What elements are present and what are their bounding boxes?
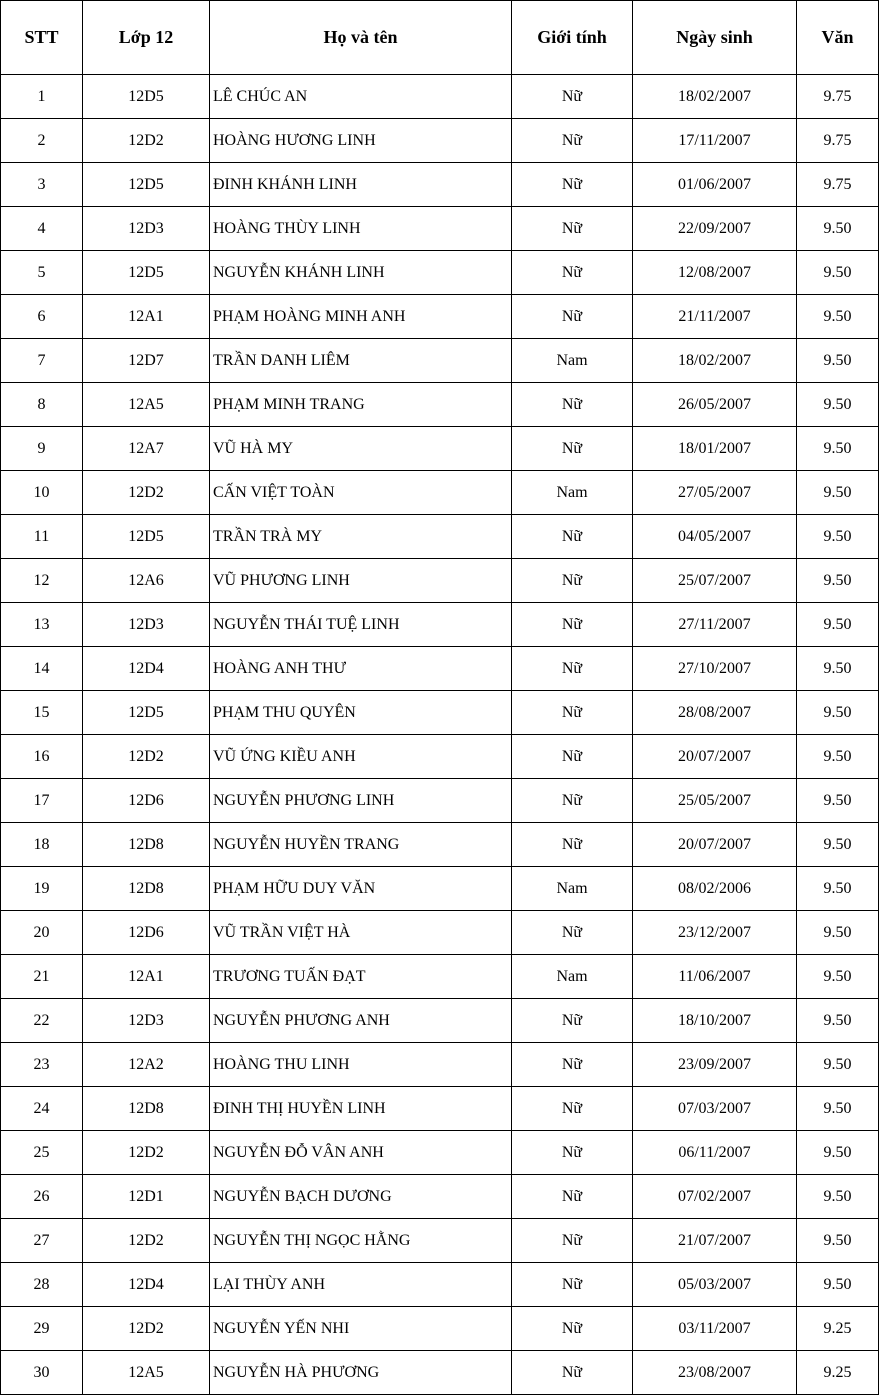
cell-stt: 15 [1,691,83,735]
cell-full-name: PHẠM HỮU DUY VĂN [210,867,512,911]
cell-gender: Nữ [512,515,633,559]
cell-class: 12D5 [83,75,210,119]
cell-literature-score: 9.50 [797,339,879,383]
cell-class: 12D3 [83,603,210,647]
table-row [1,1263,879,1307]
cell-date-of-birth: 18/02/2007 [633,339,797,383]
cell-date-of-birth: 08/02/2006 [633,867,797,911]
table-row [1,1175,879,1219]
cell-class: 12D6 [83,779,210,823]
cell-date-of-birth: 01/06/2007 [633,163,797,207]
cell-full-name: PHẠM MINH TRANG [210,383,512,427]
cell-gender: Nữ [512,1131,633,1175]
cell-full-name: LÊ CHÚC AN [210,75,512,119]
header-full-name: Họ và tên [210,1,512,75]
cell-stt: 8 [1,383,83,427]
cell-stt: 6 [1,295,83,339]
cell-date-of-birth: 23/08/2007 [633,1351,797,1395]
cell-gender: Nữ [512,427,633,471]
table-row [1,75,879,119]
cell-gender: Nữ [512,1087,633,1131]
table-row [1,295,879,339]
cell-gender: Nữ [512,779,633,823]
cell-literature-score: 9.50 [797,735,879,779]
table-row [1,207,879,251]
cell-stt: 20 [1,911,83,955]
cell-full-name: VŨ PHƯƠNG LINH [210,559,512,603]
table-row [1,1351,879,1395]
header-class: Lớp 12 [83,1,210,75]
cell-stt: 4 [1,207,83,251]
cell-stt: 30 [1,1351,83,1395]
cell-gender: Nữ [512,1307,633,1351]
cell-stt: 25 [1,1131,83,1175]
cell-class: 12A5 [83,383,210,427]
cell-stt: 23 [1,1043,83,1087]
cell-date-of-birth: 27/05/2007 [633,471,797,515]
cell-literature-score: 9.50 [797,1131,879,1175]
cell-full-name: NGUYỄN KHÁNH LINH [210,251,512,295]
cell-literature-score: 9.50 [797,999,879,1043]
cell-gender: Nữ [512,823,633,867]
table-row [1,1219,879,1263]
cell-full-name: NGUYỄN YẾN NHI [210,1307,512,1351]
cell-stt: 9 [1,427,83,471]
header-row [1,1,879,75]
cell-full-name: NGUYỄN BẠCH DƯƠNG [210,1175,512,1219]
cell-class: 12A1 [83,295,210,339]
cell-gender: Nữ [512,603,633,647]
cell-literature-score: 9.75 [797,163,879,207]
cell-literature-score: 9.50 [797,823,879,867]
header-date-of-birth: Ngày sinh [633,1,797,75]
cell-literature-score: 9.50 [797,515,879,559]
cell-class: 12D4 [83,647,210,691]
table-row [1,515,879,559]
cell-class: 12D2 [83,1219,210,1263]
cell-full-name: NGUYỄN ĐỖ VÂN ANH [210,1131,512,1175]
cell-literature-score: 9.50 [797,1043,879,1087]
cell-class: 12D2 [83,1131,210,1175]
cell-stt: 19 [1,867,83,911]
cell-date-of-birth: 25/07/2007 [633,559,797,603]
cell-stt: 26 [1,1175,83,1219]
cell-stt: 28 [1,1263,83,1307]
cell-stt: 2 [1,119,83,163]
cell-stt: 21 [1,955,83,999]
cell-gender: Nữ [512,163,633,207]
cell-date-of-birth: 18/10/2007 [633,999,797,1043]
cell-literature-score: 9.50 [797,779,879,823]
cell-date-of-birth: 23/12/2007 [633,911,797,955]
table-row [1,735,879,779]
table-row [1,955,879,999]
cell-gender: Nữ [512,75,633,119]
cell-class: 12D3 [83,999,210,1043]
cell-literature-score: 9.50 [797,1263,879,1307]
table-row [1,1087,879,1131]
cell-literature-score: 9.50 [797,295,879,339]
cell-gender: Nữ [512,1175,633,1219]
cell-class: 12D8 [83,1087,210,1131]
cell-gender: Nữ [512,1043,633,1087]
cell-date-of-birth: 27/11/2007 [633,603,797,647]
table-row [1,471,879,515]
cell-stt: 1 [1,75,83,119]
cell-gender: Nữ [512,1351,633,1395]
cell-literature-score: 9.50 [797,1219,879,1263]
cell-full-name: NGUYỄN THỊ NGỌC HẰNG [210,1219,512,1263]
cell-literature-score: 9.25 [797,1351,879,1395]
cell-class: 12D4 [83,1263,210,1307]
table-row [1,647,879,691]
table-body [1,75,879,1395]
cell-gender: Nam [512,471,633,515]
cell-class: 12D2 [83,471,210,515]
cell-full-name: NGUYỄN PHƯƠNG LINH [210,779,512,823]
cell-stt: 17 [1,779,83,823]
cell-gender: Nữ [512,295,633,339]
cell-stt: 7 [1,339,83,383]
cell-gender: Nữ [512,1219,633,1263]
cell-class: 12D8 [83,823,210,867]
cell-date-of-birth: 12/08/2007 [633,251,797,295]
cell-literature-score: 9.75 [797,75,879,119]
table-row [1,163,879,207]
cell-class: 12D5 [83,251,210,295]
cell-full-name: VŨ TRẦN VIỆT HÀ [210,911,512,955]
cell-gender: Nữ [512,119,633,163]
cell-stt: 24 [1,1087,83,1131]
cell-full-name: NGUYỄN THÁI TUỆ LINH [210,603,512,647]
cell-date-of-birth: 06/11/2007 [633,1131,797,1175]
cell-class: 12D2 [83,735,210,779]
cell-date-of-birth: 11/06/2007 [633,955,797,999]
cell-full-name: ĐINH KHÁNH LINH [210,163,512,207]
cell-stt: 14 [1,647,83,691]
cell-gender: Nữ [512,647,633,691]
cell-stt: 13 [1,603,83,647]
cell-full-name: TRẦN DANH LIÊM [210,339,512,383]
cell-full-name: TRẦN TRÀ MY [210,515,512,559]
cell-date-of-birth: 28/08/2007 [633,691,797,735]
table-row [1,1043,879,1087]
table-row [1,779,879,823]
table-row [1,383,879,427]
cell-literature-score: 9.50 [797,955,879,999]
cell-class: 12D2 [83,1307,210,1351]
cell-date-of-birth: 25/05/2007 [633,779,797,823]
table-row [1,603,879,647]
table-row [1,867,879,911]
cell-stt: 18 [1,823,83,867]
cell-literature-score: 9.50 [797,691,879,735]
cell-class: 12A5 [83,1351,210,1395]
table-row [1,691,879,735]
cell-full-name: ĐINH THỊ HUYỀN LINH [210,1087,512,1131]
cell-date-of-birth: 07/02/2007 [633,1175,797,1219]
cell-literature-score: 9.50 [797,867,879,911]
cell-gender: Nam [512,867,633,911]
cell-gender: Nữ [512,207,633,251]
cell-gender: Nữ [512,999,633,1043]
cell-class: 12D5 [83,163,210,207]
table-row [1,339,879,383]
table-row [1,1307,879,1351]
cell-class: 12D3 [83,207,210,251]
cell-date-of-birth: 21/11/2007 [633,295,797,339]
cell-full-name: NGUYỄN HÀ PHƯƠNG [210,1351,512,1395]
cell-date-of-birth: 21/07/2007 [633,1219,797,1263]
table-row [1,823,879,867]
cell-stt: 5 [1,251,83,295]
cell-full-name: PHẠM HOÀNG MINH ANH [210,295,512,339]
cell-date-of-birth: 23/09/2007 [633,1043,797,1087]
cell-literature-score: 9.50 [797,559,879,603]
cell-full-name: NGUYỄN HUYỀN TRANG [210,823,512,867]
cell-full-name: VŨ ỨNG KIỀU ANH [210,735,512,779]
header-stt: STT [1,1,83,75]
cell-class: 12A6 [83,559,210,603]
cell-date-of-birth: 17/11/2007 [633,119,797,163]
cell-date-of-birth: 26/05/2007 [633,383,797,427]
table-row [1,911,879,955]
cell-gender: Nam [512,339,633,383]
cell-literature-score: 9.50 [797,647,879,691]
cell-literature-score: 9.25 [797,1307,879,1351]
table-row [1,119,879,163]
table-row [1,1131,879,1175]
cell-class: 12A1 [83,955,210,999]
cell-full-name: VŨ HÀ MY [210,427,512,471]
cell-full-name: HOÀNG THÙY LINH [210,207,512,251]
cell-full-name: HOÀNG HƯƠNG LINH [210,119,512,163]
cell-stt: 22 [1,999,83,1043]
cell-full-name: PHẠM THU QUYÊN [210,691,512,735]
cell-date-of-birth: 22/09/2007 [633,207,797,251]
cell-date-of-birth: 07/03/2007 [633,1087,797,1131]
cell-date-of-birth: 03/11/2007 [633,1307,797,1351]
cell-gender: Nữ [512,911,633,955]
cell-literature-score: 9.50 [797,383,879,427]
cell-gender: Nữ [512,735,633,779]
cell-class: 12D2 [83,119,210,163]
cell-class: 12A2 [83,1043,210,1087]
cell-stt: 12 [1,559,83,603]
cell-literature-score: 9.50 [797,911,879,955]
cell-gender: Nữ [512,559,633,603]
cell-class: 12D7 [83,339,210,383]
cell-date-of-birth: 04/05/2007 [633,515,797,559]
cell-literature-score: 9.50 [797,207,879,251]
cell-full-name: CẤN VIỆT TOÀN [210,471,512,515]
cell-full-name: HOÀNG ANH THƯ [210,647,512,691]
header-literature-score: Văn [797,1,879,75]
cell-literature-score: 9.50 [797,251,879,295]
cell-stt: 29 [1,1307,83,1351]
cell-class: 12D8 [83,867,210,911]
cell-gender: Nữ [512,1263,633,1307]
cell-date-of-birth: 18/01/2007 [633,427,797,471]
cell-literature-score: 9.75 [797,119,879,163]
cell-date-of-birth: 27/10/2007 [633,647,797,691]
cell-stt: 11 [1,515,83,559]
cell-stt: 3 [1,163,83,207]
header-gender: Giới tính [512,1,633,75]
cell-gender: Nam [512,955,633,999]
cell-class: 12D5 [83,515,210,559]
cell-literature-score: 9.50 [797,427,879,471]
cell-date-of-birth: 18/02/2007 [633,75,797,119]
cell-stt: 27 [1,1219,83,1263]
cell-class: 12D1 [83,1175,210,1219]
cell-stt: 16 [1,735,83,779]
cell-class: 12D6 [83,911,210,955]
cell-literature-score: 9.50 [797,603,879,647]
table-row [1,999,879,1043]
cell-date-of-birth: 20/07/2007 [633,735,797,779]
cell-stt: 10 [1,471,83,515]
table-row [1,559,879,603]
cell-full-name: NGUYỄN PHƯƠNG ANH [210,999,512,1043]
cell-class: 12D5 [83,691,210,735]
cell-class: 12A7 [83,427,210,471]
cell-literature-score: 9.50 [797,1175,879,1219]
cell-gender: Nữ [512,691,633,735]
cell-date-of-birth: 20/07/2007 [633,823,797,867]
cell-full-name: TRƯƠNG TUẤN ĐẠT [210,955,512,999]
cell-literature-score: 9.50 [797,1087,879,1131]
cell-gender: Nữ [512,251,633,295]
table-row [1,251,879,295]
cell-full-name: LẠI THÙY ANH [210,1263,512,1307]
cell-full-name: HOÀNG THU LINH [210,1043,512,1087]
cell-literature-score: 9.50 [797,471,879,515]
cell-gender: Nữ [512,383,633,427]
table-row [1,427,879,471]
cell-date-of-birth: 05/03/2007 [633,1263,797,1307]
